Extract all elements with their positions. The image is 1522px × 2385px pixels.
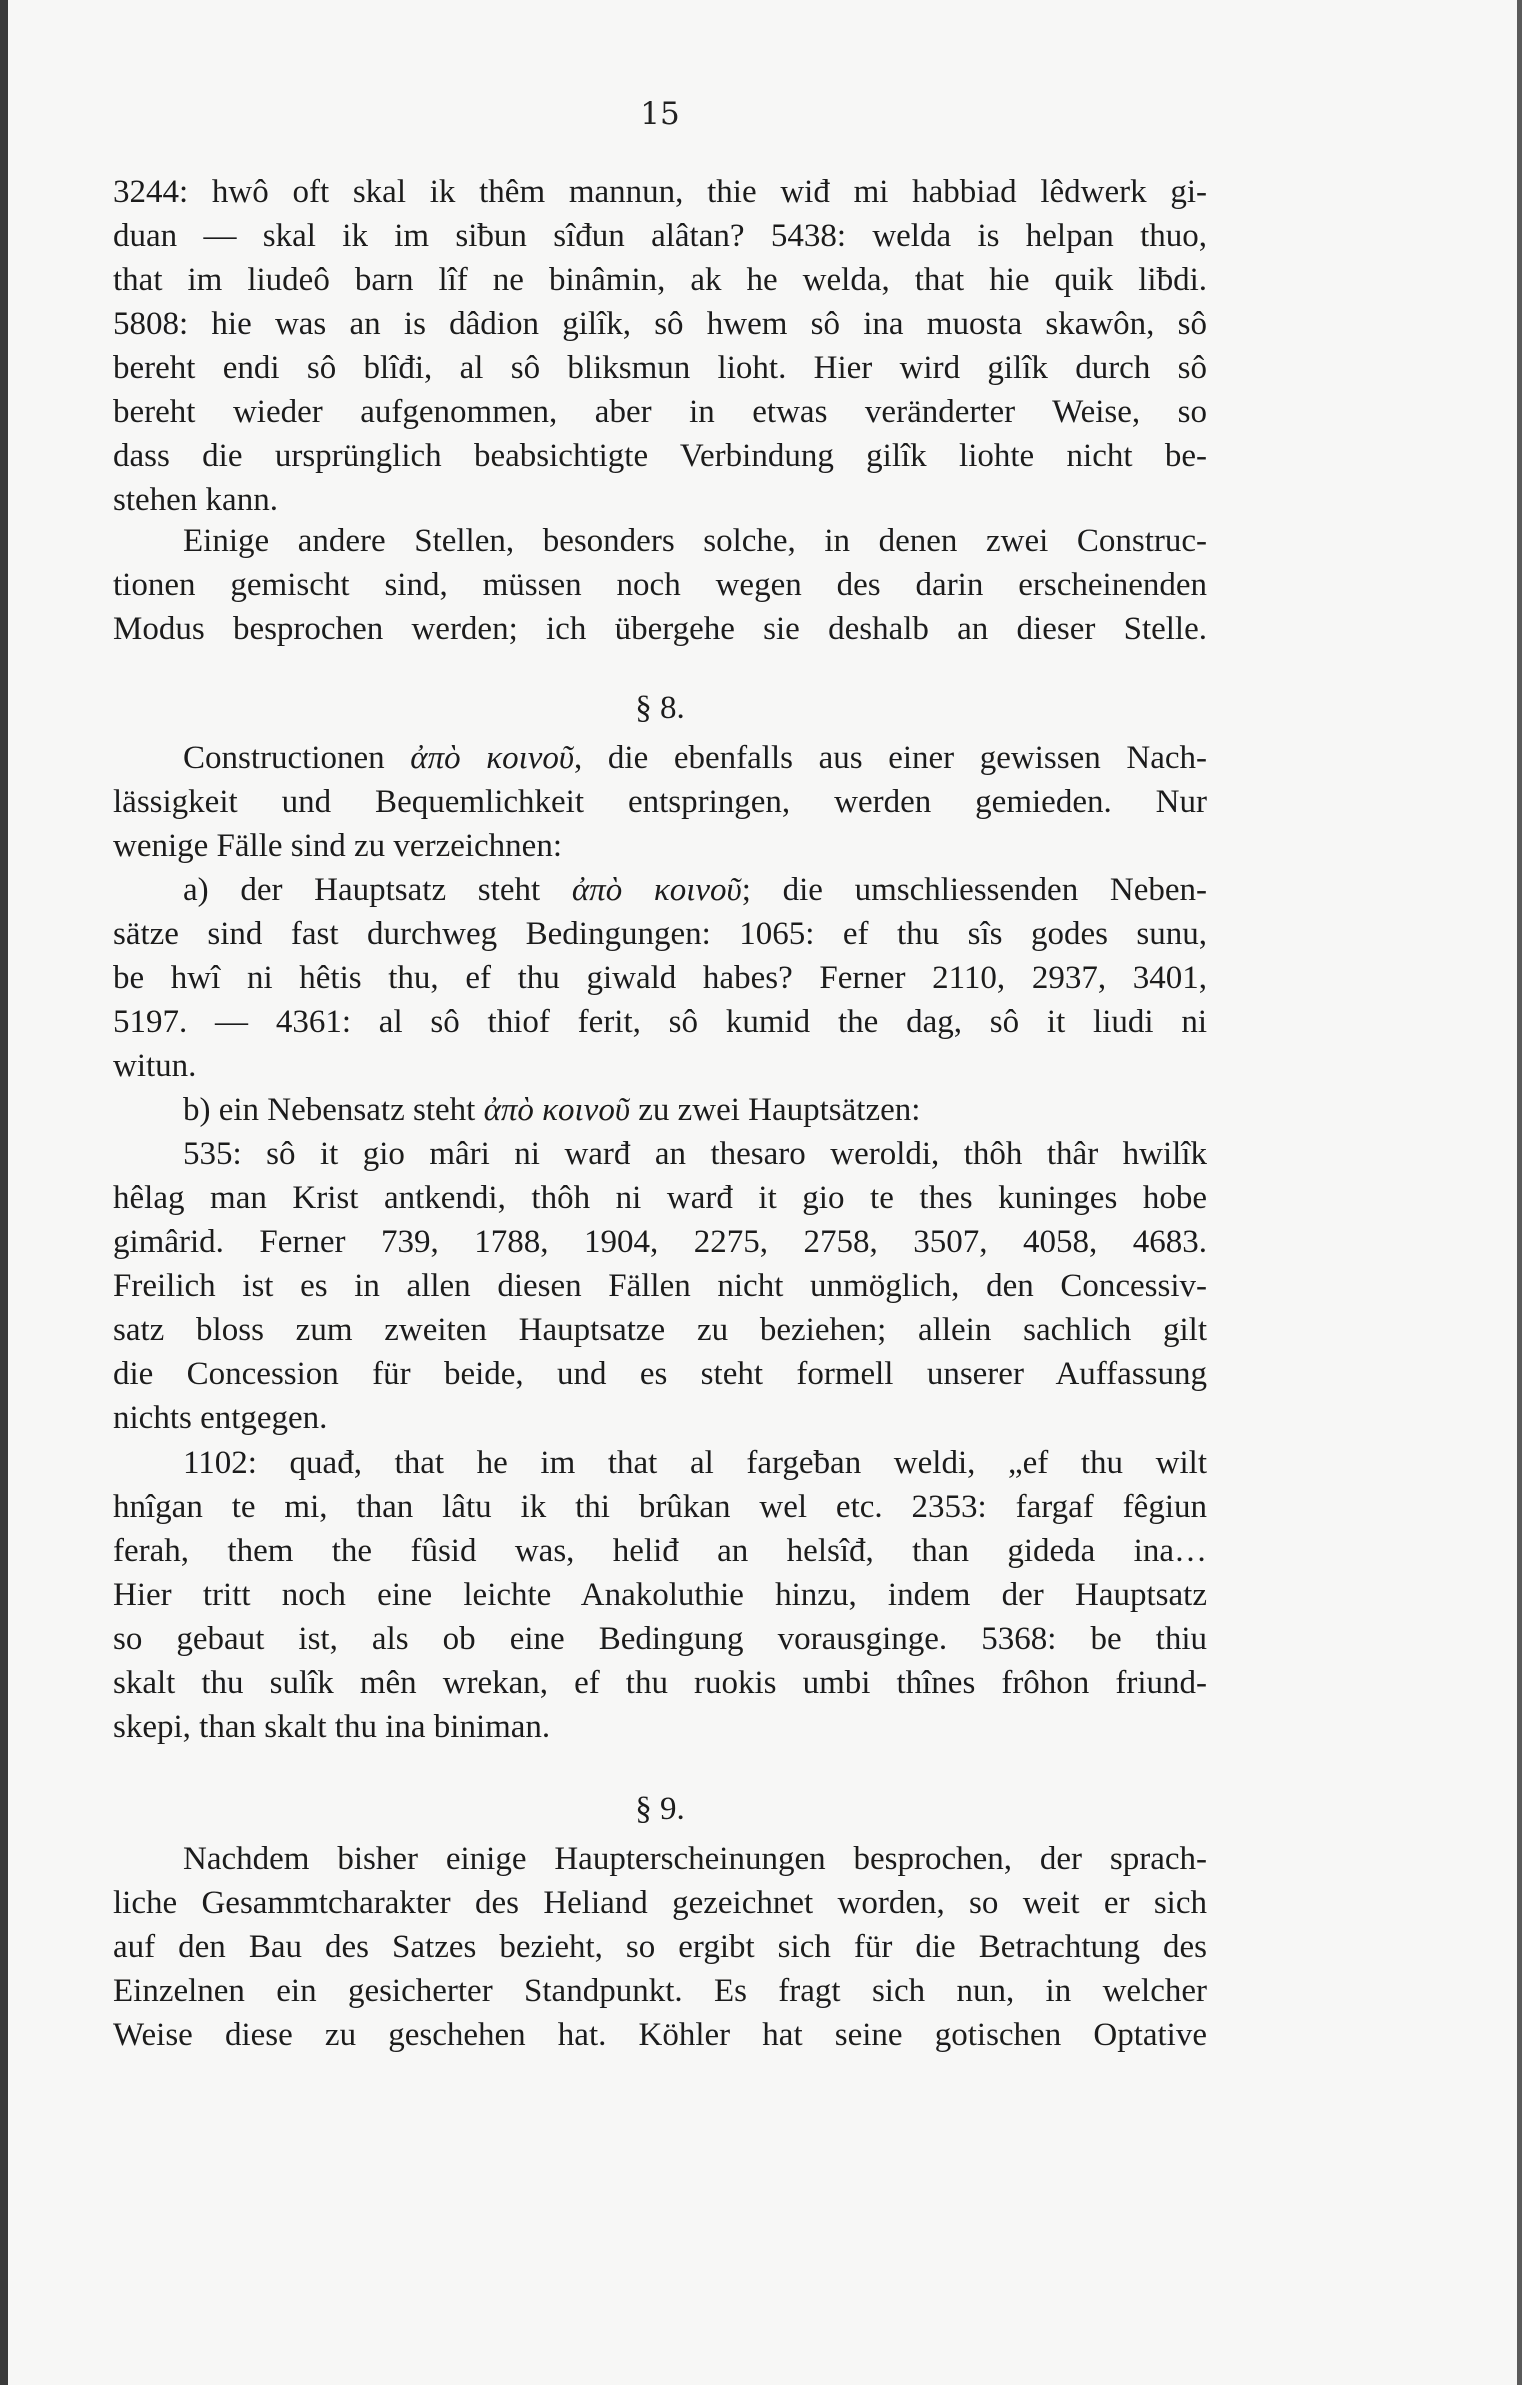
line-text: ferah, them the fûsid was, heliđ an helsîđ, than gideda ina… (113, 1533, 1207, 1569)
text-line (113, 1352, 1207, 1396)
line-text: stehen kann. (113, 482, 278, 518)
text-line (113, 170, 1207, 214)
line-text: duan — skal ik im siƀun sîđun alâtan? 5438: welda is helpan thuo, (113, 218, 1207, 254)
line-text: skalt thu sulîk mên wrekan, ef thu ruokis umbi thînes frôhon friund- (113, 1665, 1207, 1701)
text-line (113, 390, 1207, 434)
text-line (113, 1264, 1207, 1308)
section-heading: § 9. (635, 1791, 685, 1827)
text-line (113, 258, 1207, 302)
text-line (113, 780, 1207, 824)
line-text: wenige Fälle sind zu verzeichnen: (113, 828, 562, 864)
text-line (113, 1132, 1207, 1176)
text-line (113, 1925, 1207, 1969)
text-line (113, 1661, 1207, 1705)
line-text: Modus besprochen werden; ich übergehe sie deshalb an dieser Stelle. (113, 611, 1207, 647)
line-text: Constructionen ἀπὸ κοινοῦ, die ebenfalls aus einer gewissen Nach- (183, 740, 1207, 776)
section-heading: § 8. (635, 690, 685, 726)
text-line (113, 1044, 1207, 1088)
text-line (113, 1176, 1207, 1220)
text-line (113, 1441, 1207, 1485)
line-text: 5197. — 4361: al sô thiof ferit, sô kumid the dag, sô it liudi ni (113, 1004, 1207, 1040)
text-line (113, 1617, 1207, 1661)
text-line (113, 519, 1207, 563)
text-line (113, 1881, 1207, 1925)
line-text: Freilich ist es in allen diesen Fällen nicht unmöglich, den Concessiv- (113, 1268, 1207, 1304)
line-text: witun. (113, 1048, 197, 1084)
text-line (113, 1969, 1207, 2013)
text-line (113, 214, 1207, 258)
page-number: 15 (640, 96, 680, 132)
text-line (113, 563, 1207, 607)
line-text: 1102: quađ, that he im that al fargeƀan weldi, „ef thu wilt (183, 1445, 1207, 1481)
line-text: bereht endi sô blîđi, al sô bliksmun lioht. Hier wird gilîk durch sô (113, 350, 1207, 386)
line-text: Weise diese zu geschehen hat. Köhler hat seine gotischen Optative (113, 2017, 1207, 2053)
text-line (113, 1705, 1207, 1749)
line-text: dass die ursprünglich beabsichtigte Verbindung gilîk liohte nicht be- (113, 438, 1207, 474)
line-text: satz bloss zum zweiten Hauptsatze zu beziehen; allein sachlich gilt (113, 1312, 1207, 1348)
text-line (113, 1837, 1207, 1881)
line-text: so gebaut ist, als ob eine Bedingung vorausginge. 5368: be thiu (113, 1621, 1207, 1657)
line-text: bereht wieder aufgenommen, aber in etwas veränderter Weise, so (113, 394, 1207, 430)
line-text: die Concession für beide, und es steht formell unserer Auffassung (113, 1356, 1207, 1392)
line-text: Hier tritt noch eine leichte Anakoluthie hinzu, indem der Hauptsatz (113, 1577, 1207, 1613)
greek-phrase: ἀπὸ κοινοῦ (571, 872, 742, 908)
text-line (113, 2013, 1207, 2057)
line-text: b) ein Nebensatz steht ἀπὸ κοινοῦ zu zwei Hauptsätzen: (183, 1092, 921, 1128)
line-text: lässigkeit und Bequemlichkeit entspringen, werden gemieden. Nur (113, 784, 1207, 820)
line-text: hêlag man Krist antkendi, thôh ni warđ it gio te thes kuninges hobe (113, 1180, 1207, 1216)
text-line (113, 1573, 1207, 1617)
text-line (113, 434, 1207, 478)
text-line (113, 736, 1207, 780)
text-line (113, 868, 1207, 912)
line-text: 535: sô it gio mâri ni warđ an thesaro weroldi, thôh thâr hwilîk (183, 1136, 1207, 1172)
text-line (113, 912, 1207, 956)
line-text: skepi, than skalt thu ina biniman. (113, 1709, 551, 1745)
line-text: that im liudeô barn lîf ne binâmin, ak he welda, that hie quik liƀdi. (113, 262, 1207, 298)
text-line (113, 956, 1207, 1000)
text-line (113, 346, 1207, 390)
line-text: liche Gesammtcharakter des Heliand gezeichnet worden, so weit er sich (113, 1885, 1207, 1921)
line-text: hnîgan te mi, than lâtu ik thi brûkan wel etc. 2353: fargaf fêgiun (113, 1489, 1207, 1525)
text-line (113, 1529, 1207, 1573)
greek-phrase: ἀπὸ κοινοῦ (483, 1092, 630, 1128)
line-text: Nachdem bisher einige Haupterscheinungen besprochen, der sprach- (183, 1841, 1207, 1877)
line-text: Einige andere Stellen, besonders solche, in denen zwei Construc- (183, 523, 1207, 559)
text-line (113, 1308, 1207, 1352)
line-text: Einzelnen ein gesicherter Standpunkt. Es fragt sich nun, in welcher (113, 1973, 1207, 2009)
text-line (113, 1485, 1207, 1529)
greek-phrase: ἀπὸ κοινοῦ (410, 740, 575, 776)
line-text: be hwî ni hêtis thu, ef thu giwald habes? Ferner 2110, 2937, 3401, (113, 960, 1207, 996)
text-line (113, 824, 1207, 868)
text-line (113, 1088, 1207, 1132)
text-line (113, 1220, 1207, 1264)
text-line (113, 478, 1207, 522)
line-text: tionen gemischt sind, müssen noch wegen des darin erscheinenden (113, 567, 1207, 603)
line-text: auf den Bau des Satzes bezieht, so ergibt sich für die Betrachtung des (113, 1929, 1207, 1965)
line-text: gimârid. Ferner 739, 1788, 1904, 2275, 2758, 3507, 4058, 4683. (113, 1224, 1207, 1260)
line-text: 3244: hwô oft skal ik thêm mannun, thie wiđ mi habbiad lêdwerk gi- (113, 174, 1207, 210)
line-text: 5808: hie was an is dâdion gilîk, sô hwem sô ina muosta skawôn, sô (113, 306, 1207, 342)
text-line (113, 1000, 1207, 1044)
line-text: a) der Hauptsatz steht ἀπὸ κοινοῦ; die umschliessenden Neben- (183, 872, 1208, 908)
text-line (113, 607, 1207, 651)
line-text: nichts entgegen. (113, 1400, 328, 1436)
text-line (113, 302, 1207, 346)
text-line (113, 1396, 1207, 1440)
line-text: sätze sind fast durchweg Bedingungen: 1065: ef thu sîs godes sunu, (113, 916, 1207, 952)
